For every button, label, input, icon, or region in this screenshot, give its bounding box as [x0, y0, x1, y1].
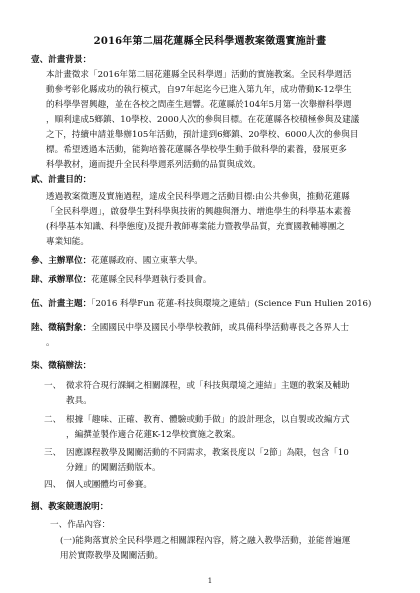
- evaluation-paragraph: [60, 534, 394, 564]
- page-number: 1: [207, 577, 213, 585]
- list-item: [44, 446, 394, 476]
- paragraph-line: (科學基本知識、科學態度)及提升教師專業能力暨教學品質，充實國教輔導團之: [46, 222, 345, 232]
- executor-value: 花蓮縣全民科學週執行委員會。: [91, 275, 212, 285]
- paragraph-line: 科學教材，適而提升全民科學週系列活動的品質與成效。: [46, 160, 261, 170]
- paragraph-line: 用於實際教學及闖關活動。: [60, 551, 164, 561]
- subsection-heading: 一、作品內容：: [50, 520, 111, 530]
- paragraph-line: ，順利達成5鄉鎮、10學校、2000人次的參與目標。在花蓮縣各校積極參與及建議: [46, 115, 360, 125]
- list-number: 四、: [44, 480, 62, 490]
- list-line: 分鐘」的闖關活動版本。: [66, 463, 161, 473]
- organizer-row: [31, 254, 393, 269]
- paragraph-line: 之下，持續申請並舉辦105年活動，預計達到6鄉鎮、20學校、6000人次的參與目: [46, 130, 359, 140]
- section-heading-submission: 柒、徵稿辦法：: [31, 361, 92, 371]
- list-number: 二、: [44, 415, 62, 425]
- paragraph-line: 的科學學習興趣，並在各校之間產生迴響。花蓮縣於104年5月第一次舉辦科學週: [46, 100, 352, 110]
- audience-tail: 。: [46, 338, 55, 348]
- paragraph-line: 動參考彰化縣成功的執行模式，自97年起迄今已進入第九年，成功帶動K-12學生: [46, 85, 352, 95]
- audience-label: 陸、徵稿對象：: [31, 323, 92, 333]
- theme-label: 伍、計畫主題：: [31, 299, 92, 309]
- theme-row: [31, 297, 393, 312]
- paragraph-line: 透過教案徵選及實施過程，達成全民科學週之活動目標:由公共參與，推動花蓮縣: [46, 192, 350, 202]
- list-line: 教具。: [66, 396, 92, 406]
- paragraph-line: 標。希望透過本活動，能夠培養花蓮縣各學校學生動手做科學的素養，發展更多: [46, 145, 347, 155]
- audience-row: [31, 321, 393, 336]
- list-item: [44, 379, 394, 409]
- list-item: [44, 413, 394, 443]
- list-number: 一、: [44, 381, 62, 391]
- theme-value: 「2016 科學Fun 花蓮-科技與環境之連結」(Science Fun Hulien 2016): [91, 299, 372, 309]
- background-paragraph: [46, 68, 392, 173]
- executor-row: [31, 273, 393, 288]
- section-heading-purpose: 貳、計畫目的：: [31, 175, 92, 185]
- organizer-label: 參、主辦單位：: [31, 256, 92, 266]
- paragraph-line: (一)能夠落實於全民科學週之相關課程內容，將之融入教學活動，並能普遍運: [60, 536, 351, 546]
- purpose-paragraph: [46, 190, 392, 250]
- list-line: 微求符合現行課綱之相關課程，或「科技與環境之連結」主題的教案及輔助: [66, 381, 350, 391]
- section-heading-background: 壹、計畫背景：: [31, 55, 92, 65]
- paragraph-line: 本計畫徵求「2016年第二屆花蓮縣全民科學週」活動的實施教案。全民科學週活: [46, 70, 352, 80]
- list-line: 根據「趣味、正確、教育、體驗或動手做」的設計理念，以自製或改編方式: [66, 415, 350, 425]
- paragraph-line: 專業知能。: [46, 237, 89, 247]
- document-title: 2016年第二屆花蓮縣全民科學週教案徵選實施計畫: [93, 36, 327, 47]
- organizer-value: 花蓮縣政府、國立東華大學。: [91, 256, 203, 266]
- section-heading-evaluation: 捌、教案競選說明：: [31, 502, 109, 512]
- executor-label: 肆、承辦單位：: [31, 275, 92, 285]
- list-number: 三、: [44, 448, 62, 458]
- paragraph-line: 「全民科學週」，啟發學生對科學與技術的興趣與潛力、增進學生的科學基本素養: [46, 207, 352, 217]
- list-line: ，編撰並製作適合花蓮K-12學校實施之教案。: [66, 430, 241, 440]
- audience-value: 全國國民中學及國民小學學校教師，或具備科學活動專長之各界人士: [91, 323, 349, 333]
- list-item: [44, 478, 394, 493]
- list-line: 因應課程教學及闖關活動的不同需求，教案長度以「2節」為限，包含「10: [66, 448, 349, 458]
- list-line: 個人或團體均可參賽。: [66, 480, 152, 490]
